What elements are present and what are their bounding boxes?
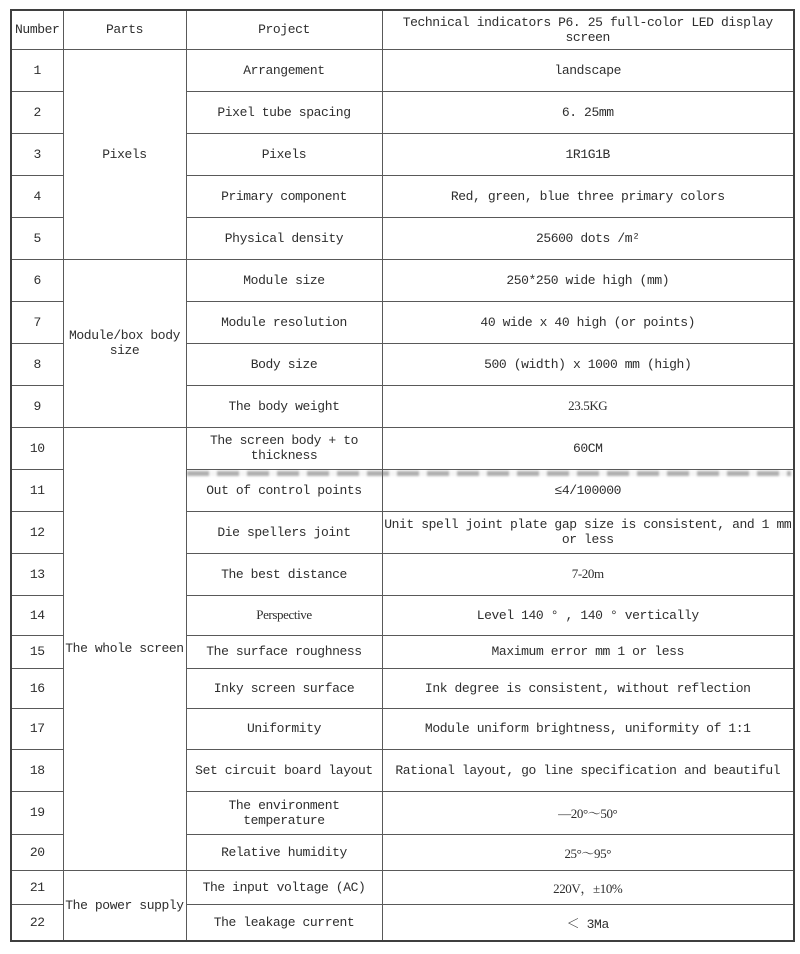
col-header-project: Project (186, 10, 382, 49)
row-number: 4 (11, 175, 63, 217)
value-cell: ＜ 3Ma (382, 904, 794, 941)
project-cell: Pixel tube spacing (186, 91, 382, 133)
value-cell: 7-20m (382, 553, 794, 595)
table-row (11, 259, 794, 301)
value-cell: —20°～50° (382, 791, 794, 834)
spec-table (10, 9, 795, 942)
project-cell: The body weight (186, 385, 382, 427)
row-number: 12 (11, 511, 63, 553)
table-row (11, 870, 794, 904)
row-number: 5 (11, 217, 63, 259)
col-header-number: Number (11, 10, 63, 49)
project-cell: The input voltage (AC) (186, 870, 382, 904)
value-cell: 6. 25mm (382, 91, 794, 133)
value-cell: 25°～95° (382, 834, 794, 870)
project-cell: The surface roughness (186, 635, 382, 668)
value-cell: Module uniform brightness, uniformity of 1:1 (382, 708, 794, 749)
value-cell: Level 140 ° , 140 ° vertically (382, 595, 794, 635)
row-number: 2 (11, 91, 63, 133)
value-cell: 250*250 wide high (mm) (382, 259, 794, 301)
value-cell: 23.5KG (382, 385, 794, 427)
row-number: 18 (11, 749, 63, 791)
project-cell: Module resolution (186, 301, 382, 343)
row-number: 16 (11, 668, 63, 708)
row-number: 14 (11, 595, 63, 635)
value-cell: 500 (width) x 1000 mm (high) (382, 343, 794, 385)
project-cell: The best distance (186, 553, 382, 595)
row-number: 11 (11, 469, 63, 511)
project-cell: Body size (186, 343, 382, 385)
value-cell: 40 wide x 40 high (or points) (382, 301, 794, 343)
value-cell: Red, green, blue three primary colors (382, 175, 794, 217)
row-number: 7 (11, 301, 63, 343)
row-number: 3 (11, 133, 63, 175)
value-cell: Rational layout, go line specification and beautiful (382, 749, 794, 791)
project-cell: Perspective (186, 595, 382, 635)
value-cell: Maximum error mm 1 or less (382, 635, 794, 668)
parts-group-pixels: Pixels (63, 49, 186, 259)
value-cell: landscape (382, 49, 794, 91)
project-cell: Arrangement (186, 49, 382, 91)
row-number: 8 (11, 343, 63, 385)
row-number: 17 (11, 708, 63, 749)
table-row (11, 427, 794, 469)
col-header-tech: Technical indicators P6. 25 full-color LED display screen (382, 10, 794, 49)
project-cell: Uniformity (186, 708, 382, 749)
row-number: 19 (11, 791, 63, 834)
project-cell: Set circuit board layout (186, 749, 382, 791)
table-row (11, 49, 794, 91)
value-cell: Ink degree is consistent, without reflection (382, 668, 794, 708)
project-cell: Relative humidity (186, 834, 382, 870)
parts-group-power-supply: The power supply (63, 870, 186, 941)
row-number: 21 (11, 870, 63, 904)
row-number: 6 (11, 259, 63, 301)
row-number: 1 (11, 49, 63, 91)
value-cell: ≤4/100000 (382, 469, 794, 511)
parts-group-module-box: Module/box body size (63, 259, 186, 427)
row-number: 22 (11, 904, 63, 941)
row-number: 20 (11, 834, 63, 870)
row-number: 13 (11, 553, 63, 595)
row-number: 15 (11, 635, 63, 668)
project-cell: Pixels (186, 133, 382, 175)
project-cell: Module size (186, 259, 382, 301)
value-cell: Unit spell joint plate gap size is consistent, and 1 mm or less (382, 511, 794, 553)
project-cell: Die spellers joint (186, 511, 382, 553)
project-cell: Primary component (186, 175, 382, 217)
project-cell: Physical density (186, 217, 382, 259)
header-row (11, 10, 794, 49)
value-cell: 25600 dots /m² (382, 217, 794, 259)
row-number: 9 (11, 385, 63, 427)
project-cell: Inky screen surface (186, 668, 382, 708)
project-cell: The leakage current (186, 904, 382, 941)
project-cell: The screen body + to thickness (186, 427, 382, 469)
value-cell: 1R1G1B (382, 133, 794, 175)
row-number: 10 (11, 427, 63, 469)
value-cell: 60CM (382, 427, 794, 469)
parts-group-whole-screen: The whole screen (63, 427, 186, 870)
project-cell: The environment temperature (186, 791, 382, 834)
project-cell: Out of control points (186, 469, 382, 511)
value-cell: 220V，±10% (382, 870, 794, 904)
col-header-parts: Parts (63, 10, 186, 49)
